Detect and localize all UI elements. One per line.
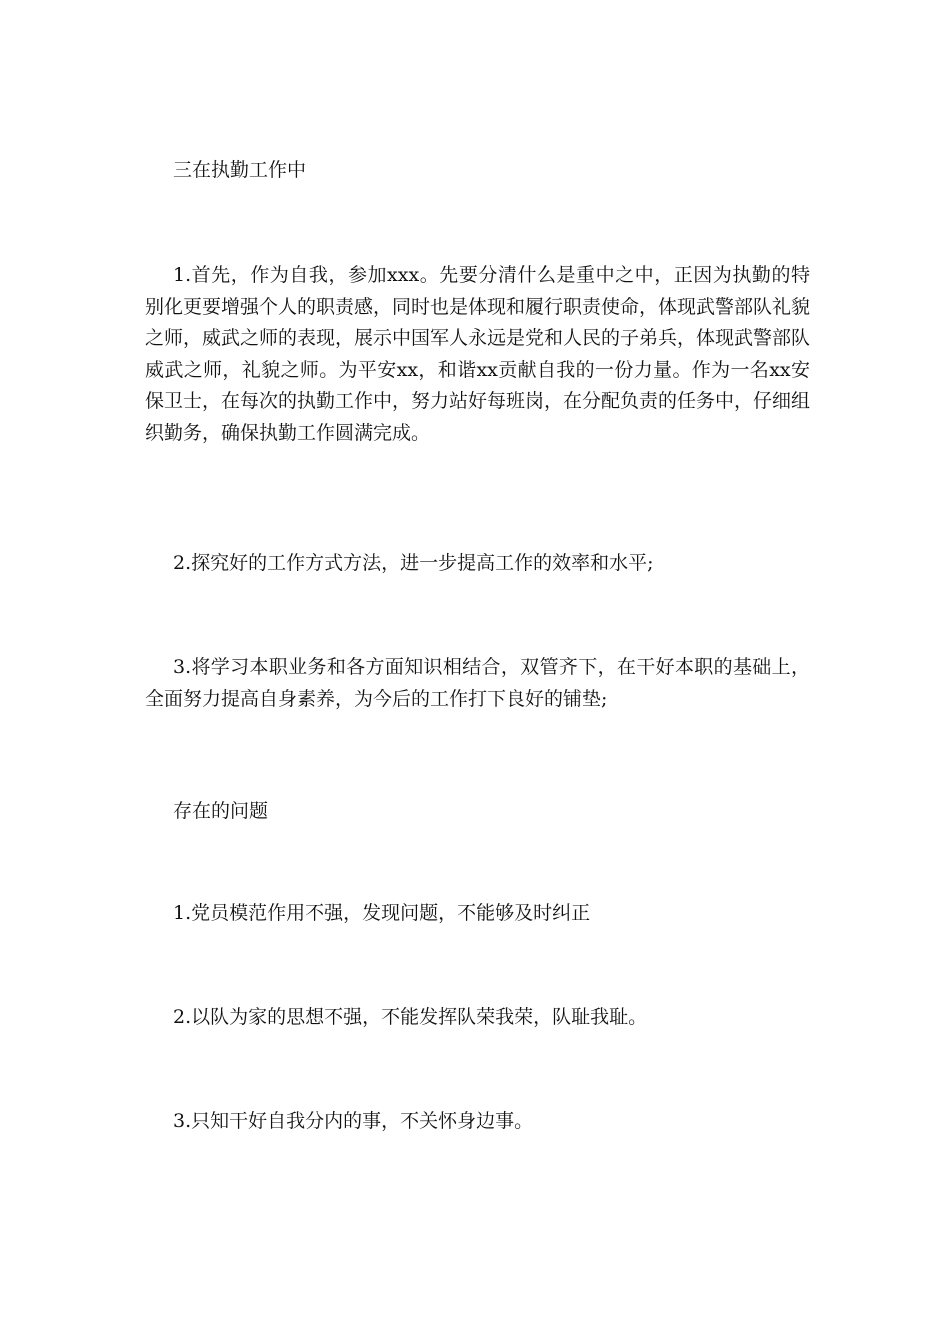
paragraph-problem-item-3: 3.只知干好自我分内的事，不关怀身边事。 — [173, 1110, 534, 1132]
paragraph-problem-item-1: 1.党员模范作用不强，发现问题，不能够及时纠正 — [173, 902, 591, 924]
section-heading-duty: 三在执勤工作中 — [173, 159, 307, 181]
paragraph-duty-item-1: 1.首先，作为自我，参加xxx。先要分清什么是重中之中，正因为执勤的特别化更要增强个人的职责感，同时也是体现和履行职责使命，体现武警部队礼貌之师，威武之师的表现，展示中国军人永远是党和人民的子弟兵，体现武警部队威武之师，礼貌之师。为平安xx，和谐xx贡献自我的一份力量。作为一名xx安保卫士，在每次的执勤工作中，努力站好每班岗，在分配负责的任务中，仔细组织勤务，确保执勤工作圆满完成。 — [145, 264, 811, 444]
paragraph-problem-item-2: 2.以队为家的思想不强，不能发挥队荣我荣，队耻我耻。 — [173, 1006, 648, 1028]
paragraph-duty-item-3: 3.将学习本职业务和各方面知识相结合，双管齐下，在干好本职的基础上，全面努力提高自身素养，为今后的工作打下良好的铺垫; — [145, 656, 810, 710]
section-heading-problems: 存在的问题 — [173, 800, 269, 822]
paragraph-duty-item-2: 2.探究好的工作方式方法，进一步提高工作的效率和水平; — [173, 552, 654, 574]
